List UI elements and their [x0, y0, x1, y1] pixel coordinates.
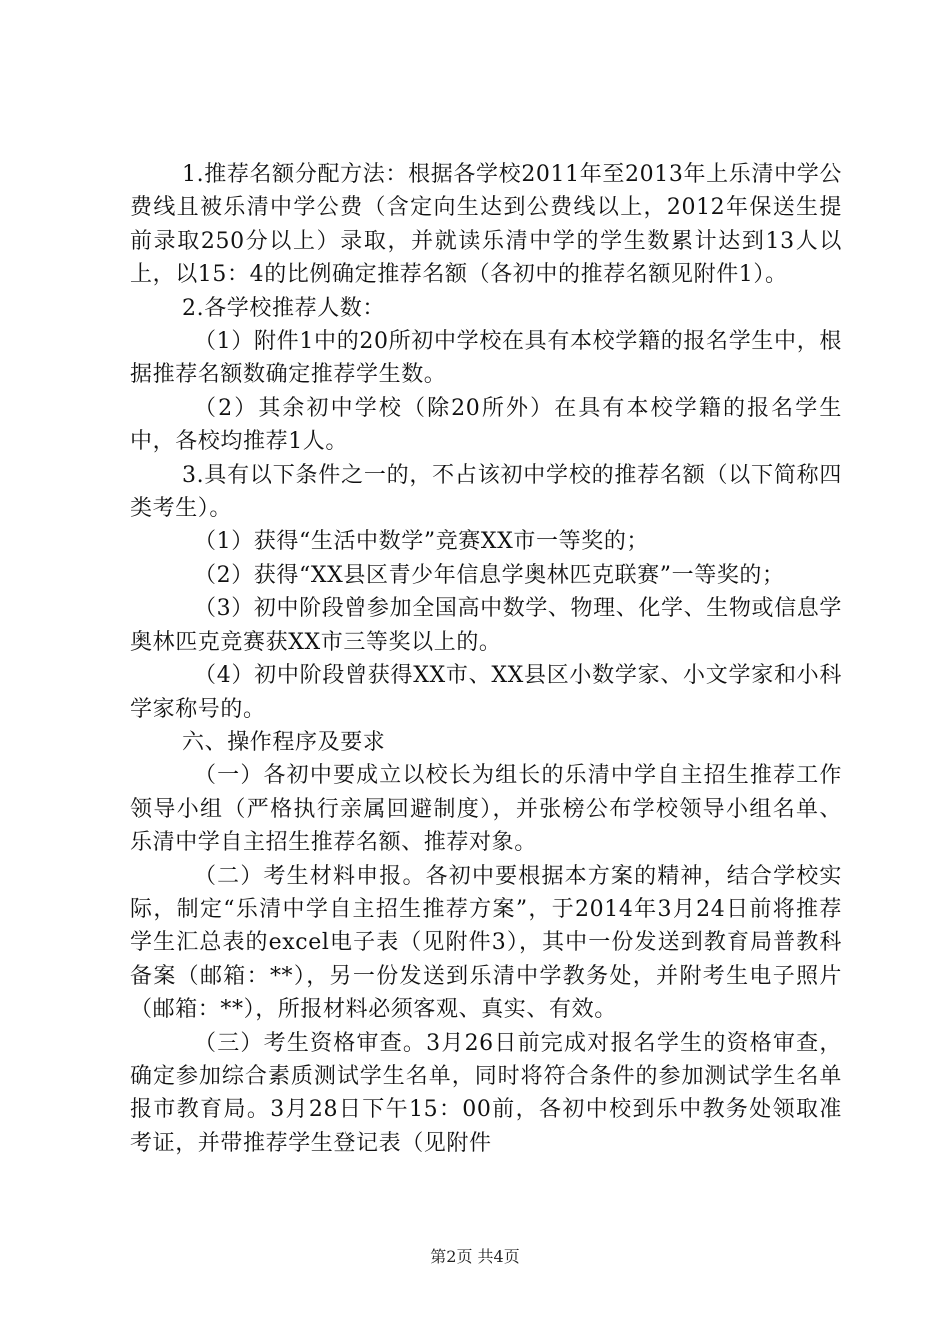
- paragraph-procedure-3: （三）考生资格审查。3月26日前完成对报名学生的资格审查，确定参加综合素质测试学生名单，同时将符合条件的参加测试学生名单报市教育局。3月28日下午15：00前，各初中校到乐中教务处领取准考证，并带推荐学生登记表（见附件: [130, 1030, 842, 1156]
- paragraph-item-2: （2）其余初中学校（除20所外）在具有本校学籍的报名学生中，各校均推荐1人。: [130, 395, 842, 455]
- paragraph-condition-3: （3）初中阶段曾参加全国高中数学、物理、化学、生物或信息学奥林匹克竞赛获XX市三等奖以上的。: [130, 596, 842, 655]
- paragraph-condition-4: （4）初中阶段曾获得XX市、XX县区小数学家、小文学家和小科学家称号的。: [130, 663, 842, 722]
- paragraph-conditions-heading: 3.具有以下条件之一的，不占该初中学校的推荐名额（以下简称四类考生）。: [130, 462, 842, 522]
- paragraph-school-count-heading: 2.各学校推荐人数：: [182, 295, 385, 321]
- paragraph-procedure-1: （一）各初中要成立以校长为组长的乐清中学自主招生推荐工作领导小组（严格执行亲属回避制度），并张榜公布学校领导小组名单、乐清中学自主招生推荐名额、推荐对象。: [130, 763, 842, 856]
- paragraph-procedure-2: （二）考生材料申报。各初中要根据本方案的精神，结合学校实际，制定“乐清中学自主招生推荐方案”，于2014年3月24日前将推荐学生汇总表的excel电子表（见附件3），其中一份发送到教育局普教科备案（邮箱：**），另一份发送到乐清中学教务处，并附考生电子照片（邮箱：**），所报材料必须客观、真实、有效。: [130, 863, 842, 1023]
- paragraph-condition-1: （1）获得“生活中数学”竞赛XX市一等奖的；: [194, 529, 650, 555]
- paragraph-quota-method: 1.推荐名额分配方法：根据各学校2011年至2013年上乐清中学公费线且被乐清中学公费（含定向生达到公费线以上，2012年保送生提前录取250分以上）录取，并就读乐清中学的学生数累计达到13人以上，以15：4的比例确定推荐名额（各初中的推荐名额见附件1）。: [130, 162, 842, 288]
- paragraph-item-1: （1）附件1中的20所初中学校在具有本校学籍的报名学生中，根据推荐名额数确定推荐学生数。: [130, 329, 842, 388]
- paragraph-condition-2: （2）获得“XX县区青少年信息学奥林匹克联赛”一等奖的；: [194, 562, 785, 588]
- section-heading-procedures: 六、操作程序及要求: [182, 729, 386, 755]
- page-number-footer: 第2页 共4页: [430, 1247, 520, 1266]
- document-body: [130, 158, 842, 1160]
